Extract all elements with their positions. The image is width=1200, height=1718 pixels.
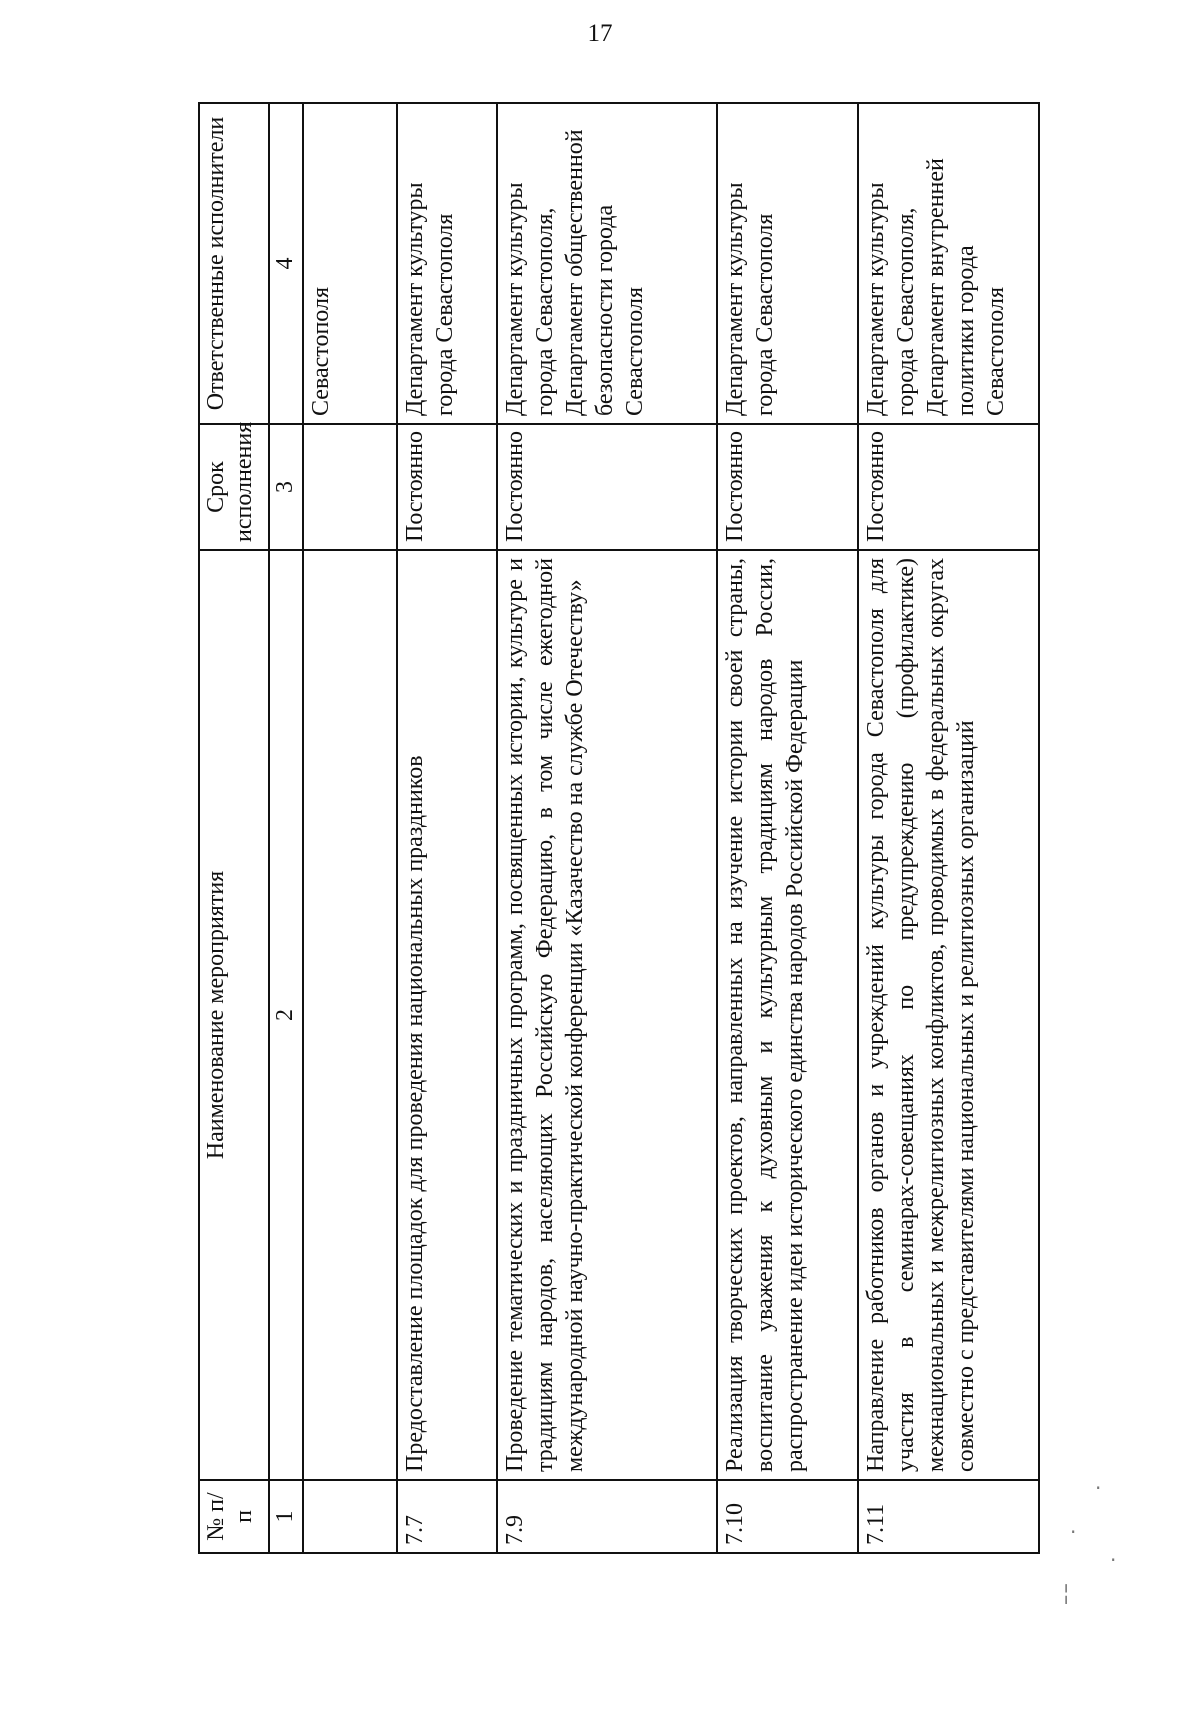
header-num: № п/п [199, 1480, 269, 1553]
cell-num: 7.11 [858, 1480, 1039, 1553]
scan-speck: · [1095, 1476, 1102, 1500]
cell-term [303, 424, 397, 550]
rotated-table-wrapper [198, 104, 1040, 1554]
cell-name: Реализация творческих проектов, направленных на изучение истории своей страны, воспитание уважения к духовным и культурным традициям народов России, распространение идеи исторического единства народов Российской Федерации [717, 550, 858, 1480]
column-numbers-row [269, 103, 304, 1553]
cell-term: Постоянно [497, 424, 717, 550]
cell-name: Направление работников органов и учреждений культуры города Севастополя для участия в семинарах-совещаниях по предупреждению (профилактике) межнациональных и межрелигиозных конфликтов, проводимых в федеральных округах совместно с представителями национальных и религиозных организаций [858, 550, 1039, 1480]
cell-responsible: Департамент культуры города Севастополя [397, 103, 497, 424]
column-number-1: 1 [269, 1480, 304, 1553]
cell-responsible: Департамент культуры города Севастополя [717, 103, 858, 424]
page-number: 17 [587, 20, 613, 47]
cell-num: 7.10 [717, 1480, 858, 1553]
table-row [397, 103, 497, 1553]
continuation-row [303, 103, 397, 1553]
table-row [858, 103, 1039, 1553]
cell-name [303, 550, 397, 1480]
scan-speck: ╎ [1060, 1582, 1073, 1606]
cell-num [303, 1480, 397, 1553]
column-number-3: 3 [269, 424, 304, 550]
header-responsible: Ответственные исполнители [199, 103, 269, 424]
table-row [497, 103, 717, 1553]
cell-num: 7.9 [497, 1480, 717, 1553]
cell-name: Проведение тематических и праздничных программ, посвященных истории, культуре и традициям народов, населяющих Российскую Федерацию, в том числе ежегодной международной научно-практической конференции «Казачество на службе Отечеству» [497, 550, 717, 1480]
measures-table [198, 102, 1040, 1554]
cell-term: Постоянно [858, 424, 1039, 550]
scan-speck: · [1070, 1520, 1077, 1544]
cell-term: Постоянно [717, 424, 858, 550]
header-name: Наименование мероприятия [199, 550, 269, 1480]
scan-speck: · [1110, 1548, 1117, 1572]
table-row [717, 103, 858, 1553]
column-number-4: 4 [269, 103, 304, 424]
cell-responsible: Департамент культуры города Севастополя, Департамент внутренней политики города Севастополя [858, 103, 1039, 424]
column-number-2: 2 [269, 550, 304, 1480]
header-term: Срок исполнения [199, 424, 269, 550]
cell-responsible: Севастополя [303, 103, 397, 424]
cell-responsible: Департамент культуры города Севастополя, Департамент общественной безопасности города Севастополя [497, 103, 717, 424]
cell-term: Постоянно [397, 424, 497, 550]
header-row [199, 103, 269, 1553]
cell-num: 7.7 [397, 1480, 497, 1553]
cell-name: Предоставление площадок для проведения национальных праздников [397, 550, 497, 1480]
